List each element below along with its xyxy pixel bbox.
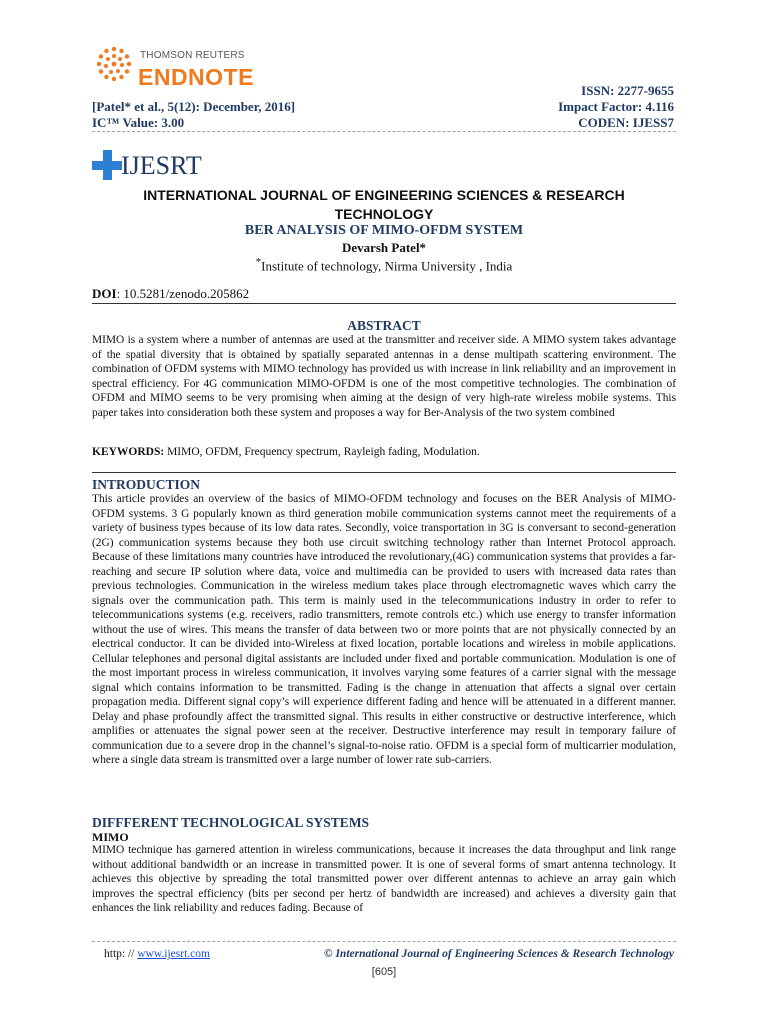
logo-publisher: THOMSON REUTERS bbox=[140, 50, 245, 61]
journal-name: INTERNATIONAL JOURNAL OF ENGINEERING SCIENCES & RESEARCH TECHNOLOGY bbox=[143, 187, 625, 222]
doi-label: DOI bbox=[92, 286, 117, 301]
plus-icon bbox=[92, 150, 122, 180]
header-divider bbox=[92, 131, 676, 132]
brand-name: IJESRT bbox=[121, 151, 202, 180]
keywords-text: MIMO, OFDM, Frequency spectrum, Rayleigh fading, Modulation. bbox=[164, 446, 480, 458]
affiliation-line bbox=[92, 256, 676, 274]
impact-factor: Impact Factor: 4.116 bbox=[558, 99, 674, 114]
ic-value: IC™ Value: 3.00 bbox=[92, 115, 185, 130]
header-right bbox=[558, 83, 674, 131]
systems-heading: DIFFFERENT TECHNOLOGICAL SYSTEMS bbox=[92, 815, 370, 830]
doi-rule bbox=[92, 303, 676, 304]
url-prefix: http: // bbox=[104, 948, 138, 960]
endnote-logo-icon bbox=[96, 46, 132, 82]
introduction-text: This article provides an overview of the basics of MIMO-OFDM technology and focuses on the BER Analysis of MIMO-OFDM systems. 3 G popularly known as third generation mobile communication systems cannot meet the requirements of a variety of business types because of its low data rates. Secondly, voice transportation in 3G is conversant to second-generation (2G) communication systems because they both use circuit switching technology rather than Internet Protocol approach. Because of these limitations many countries have introduced the revolutionary,(4G) communication systems that provides a far-reaching and secure IP solution where data, voice and multimedia can be provided to users with increased data rates than previous technologies. Communication in the wireless medium takes place through electromagnetic waves which carry the signals over the communication path. This term is mainly used in the telecommunications industry in order to refer to telecommunications systems (e.g. receivers, radio transmitters, remote controls etc.) which use energy to transfer information without the use of wires. This means the transfer of data between two or more points that are not physically connected by an electrical conductor. It can be divided into-Wireless at fixed location, portable locations and wireless in mobile applications. Cellular telephones and personal digital assistants are included under fixed and portable communication. Modulation is one of the most important process in wireless communication, it involves varying some features of a carrier signal with the message signal which contains information to be transmitted. Fading is the change in attenuation that affects a signal over certain propagation media. Different signal copy’s will experience different fading and hence will be attenuated in a different manner. Delay and phase profoundly affect the transmitted signal. This results in either constructive or destructive interference, which amplifies or attenuates the signal power seen at the receiver. Destructive interference may result in temporary failure of communication due to a severe drop in the channel’s signal-to-noise ratio. OFDM is a special form of multicarrier modulation, where a single data stream is transmitted over a large number of lower rate sub-carriers. bbox=[92, 493, 676, 766]
coden: CODEN: IJESS7 bbox=[578, 115, 674, 130]
doi-value: : 10.5281/zenodo.205862 bbox=[116, 286, 250, 301]
page-number: [605] bbox=[371, 966, 397, 978]
header-left bbox=[92, 99, 295, 131]
author: Devarsh Patel* bbox=[341, 240, 427, 255]
abstract-heading: ABSTRACT bbox=[347, 318, 421, 333]
issn: ISSN: 2277-9655 bbox=[581, 83, 674, 98]
introduction-heading: INTRODUCTION bbox=[92, 477, 201, 492]
mimo-subheading: MIMO bbox=[92, 830, 129, 844]
keywords-rule bbox=[92, 472, 676, 473]
keywords bbox=[92, 446, 480, 458]
footer-url bbox=[104, 948, 210, 960]
citation: [Patel* et al., 5(12): December, 2016] bbox=[92, 99, 296, 114]
paper-title: BER ANALYSIS OF MIMO-OFDM SYSTEM bbox=[244, 223, 524, 238]
affiliation: Institute of technology, Nirma University , India bbox=[261, 258, 513, 274]
logo-product: ENDNOTE bbox=[138, 64, 254, 90]
abstract-text: MIMO is a system where a number of antennas are used at the transmitter and receiver side. A MIMO system takes advantage of the spatial diversity that is obtained by spatially separated antennas in a dense multipath scattering environment. The combination of OFDM systems with MIMO technology has provided us with increase in link reliability and an improvement in spectral efficiency. For 4G communication MIMO-OFDM is one of the most competitive technologies. The combination of OFDM and MIMO seems to be very promising when aiming at the design of very high-rate wireless mobile systems. This paper takes into consideration both these system and proposes a way for Ber-Analysis of the two system combined bbox=[92, 334, 676, 419]
systems-text: MIMO technique has garnered attention in wireless communications, because it increases the data throughput and link range without additional bandwidth or an increase in transmitted power. It is one of several forms of smart antenna technology. It achieves this objective by spreading the total transmitted power over different antennas to achieve an array gain which improves the spectral efficiency (bits per second per hertz of bandwidth are increased) and achieves a diversity gain that enhances the link reliability and reduces fading. Because of bbox=[92, 844, 676, 914]
journal-link[interactable]: www.ijesrt.com bbox=[137, 948, 210, 960]
keywords-label: KEYWORDS: bbox=[92, 446, 165, 458]
footer-divider bbox=[92, 941, 676, 942]
affiliation-mark: * bbox=[255, 256, 262, 268]
footer-copyright: © International Journal of Engineering Sciences & Research Technology bbox=[323, 948, 674, 960]
doi bbox=[92, 286, 249, 302]
